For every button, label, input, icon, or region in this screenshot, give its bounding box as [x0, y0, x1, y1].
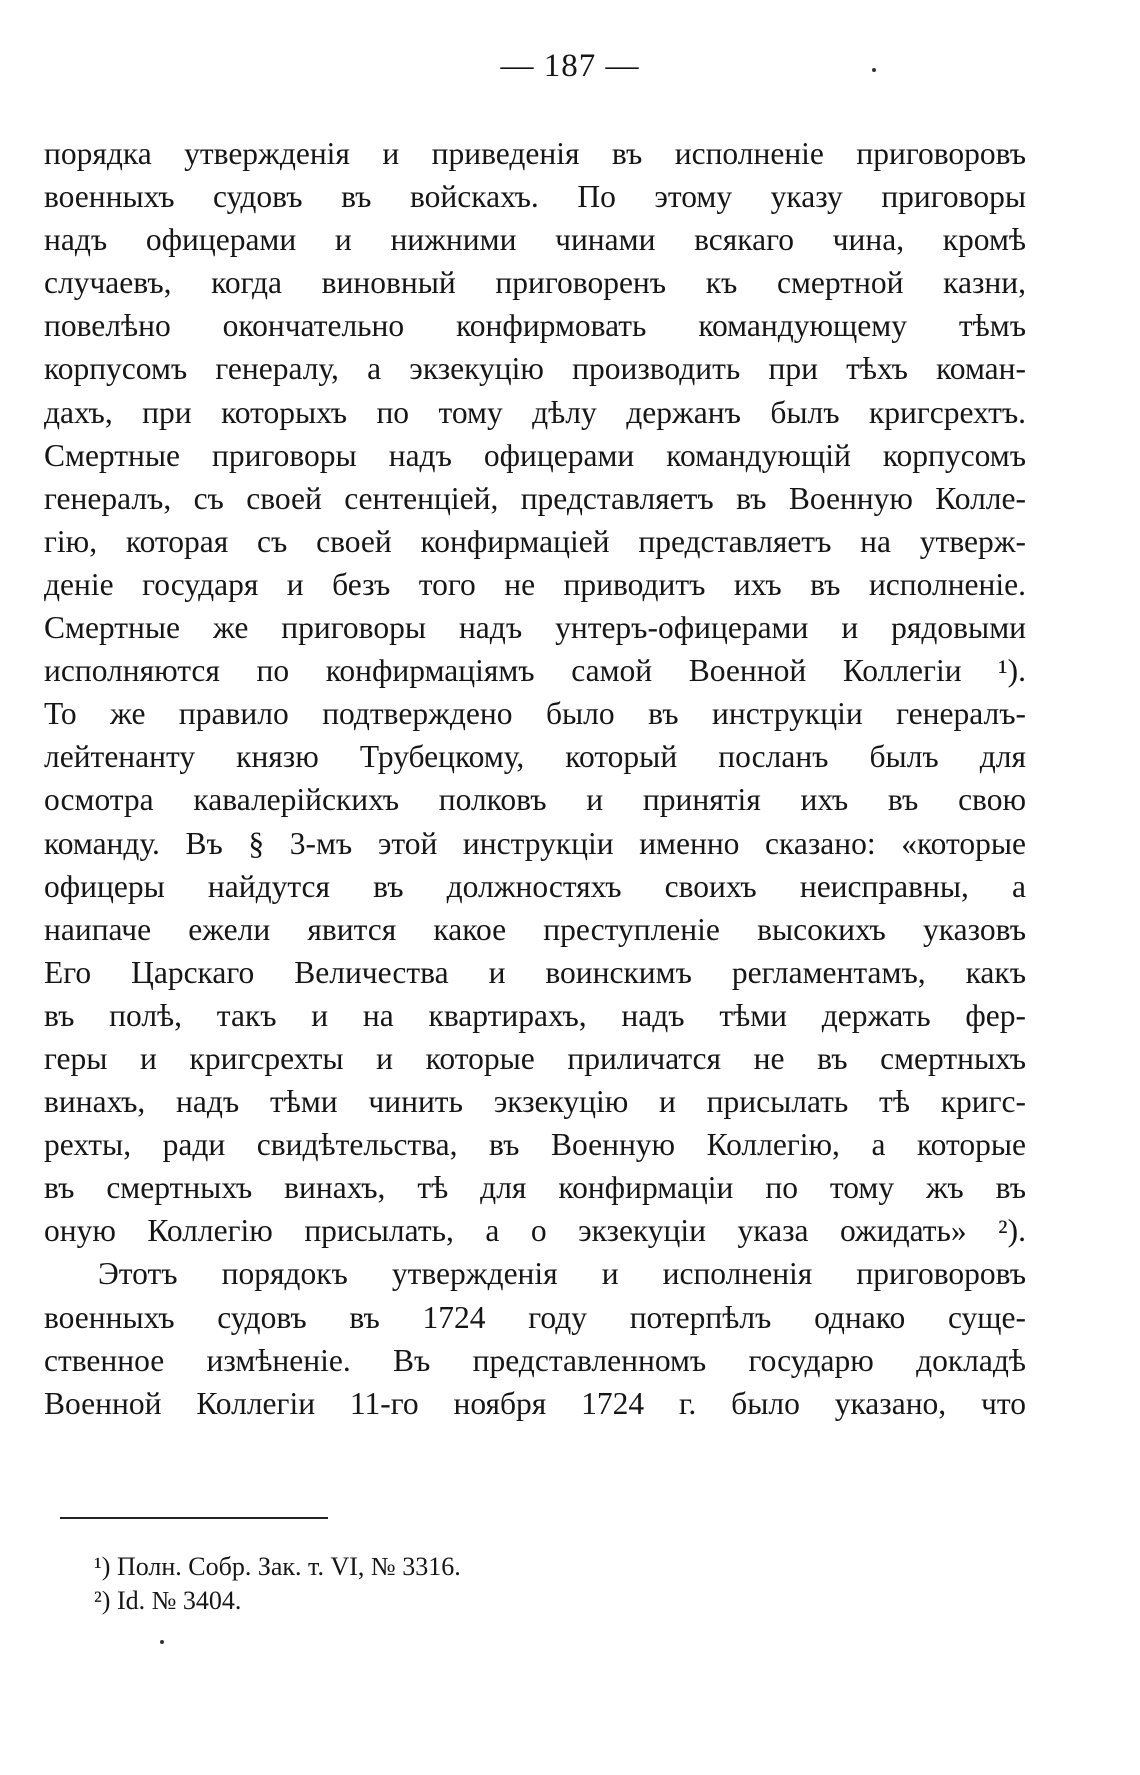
text-line: дахъ, при которыхъ по тому дѣлу держанъ былъ кригсрехтъ.	[44, 394, 1026, 430]
body-text	[44, 132, 1026, 1425]
text-line: порядка утвержденія и приведенія въ исполненіе приговоровъ	[44, 136, 1026, 171]
text-line: ственное измѣненіе. Въ представленномъ государю докладѣ	[44, 1342, 1026, 1378]
text-line: осмотра кавалерійскихъ полковъ и принятія ихъ въ свою	[44, 782, 1026, 818]
text-line: деніе государя и безъ того не приводитъ ихъ въ исполненіе.	[44, 566, 1026, 602]
text-line: Смертные приговоры надъ офицерами командующій корпусомъ	[44, 437, 1026, 473]
footnote-2: ²) Id. № 3404.	[94, 1586, 242, 1615]
text-line: въ полѣ, такъ и на квартирахъ, надъ тѣми держать фер-	[44, 997, 1026, 1033]
text-line: гію, которая съ своей конфирмаціей представляетъ на утверж-	[44, 523, 1026, 559]
text-line: То же правило подтверждено было въ инструкціи генералъ-	[44, 696, 1026, 732]
text-line: случаевъ, когда виновный приговоренъ къ смертной казни,	[44, 265, 1026, 301]
text-line: надъ офицерами и нижними чинами всякаго чина, кромѣ	[44, 222, 1026, 258]
text-line: корпусомъ генералу, а экзекуцію производить при тѣхъ коман-	[44, 351, 1026, 387]
footnotes	[94, 1550, 794, 1618]
text-line: военныхъ судовъ въ войскахъ. По этому указу приговоры	[44, 179, 1026, 215]
text-line: повелѣно окончательно конфирмовать командующему тѣмъ	[44, 308, 1026, 344]
footnote-divider	[60, 1517, 328, 1519]
text-line: Смертные же приговоры надъ унтеръ-офицерами и рядовыми	[44, 610, 1026, 646]
text-line: оную Коллегію присылать, а о экзекуціи указа ожидать» ²).	[44, 1213, 1026, 1249]
page-number: — 187 —	[500, 48, 640, 84]
paragraph-2	[44, 1252, 1026, 1424]
text-line: винахъ, надъ тѣми чинить экзекуцію и присылать тѣ кригс-	[44, 1084, 1026, 1120]
text-line: исполняются по конфирмаціямъ самой Военной Коллегіи ¹).	[44, 653, 1026, 689]
text-line: Этотъ порядокъ утвержденія и исполненія приговоровъ	[98, 1256, 1026, 1292]
text-line: офицеры найдутся въ должностяхъ своихъ неисправны, а	[44, 868, 1026, 904]
text-line: рехты, ради свидѣтельства, въ Военную Коллегію, а которые	[44, 1127, 1026, 1163]
text-line: наипаче ежели явится какое преступленіе высокихъ указовъ	[44, 911, 1026, 947]
print-speck	[872, 68, 876, 72]
text-line: Военной Коллегіи 11-го ноября 1724 г. было указано, что	[44, 1385, 1026, 1421]
text-line: Его Царскаго Величества и воинскимъ регламентамъ, какъ	[44, 954, 1026, 990]
text-line: команду. Въ § 3-мъ этой инструкціи именно сказано: «которые	[44, 825, 1026, 861]
text-line: военныхъ судовъ въ 1724 году потерпѣлъ однако суще-	[44, 1299, 1026, 1335]
footnote-1: ¹) Полн. Собр. Зак. т. VI, № 3316.	[94, 1552, 461, 1581]
paragraph-1	[44, 132, 1026, 1252]
text-line: генералъ, съ своей сентенціей, представляетъ въ Военную Колле-	[44, 480, 1026, 516]
text-line: геры и кригсрехты и которые приличатся не въ смертныхъ	[44, 1040, 1026, 1076]
print-speck	[160, 1640, 164, 1644]
text-line: въ смертныхъ винахъ, тѣ для конфирмаціи по тому жъ въ	[44, 1170, 1026, 1206]
text-line: лейтенанту князю Трубецкому, который посланъ былъ для	[44, 739, 1026, 775]
